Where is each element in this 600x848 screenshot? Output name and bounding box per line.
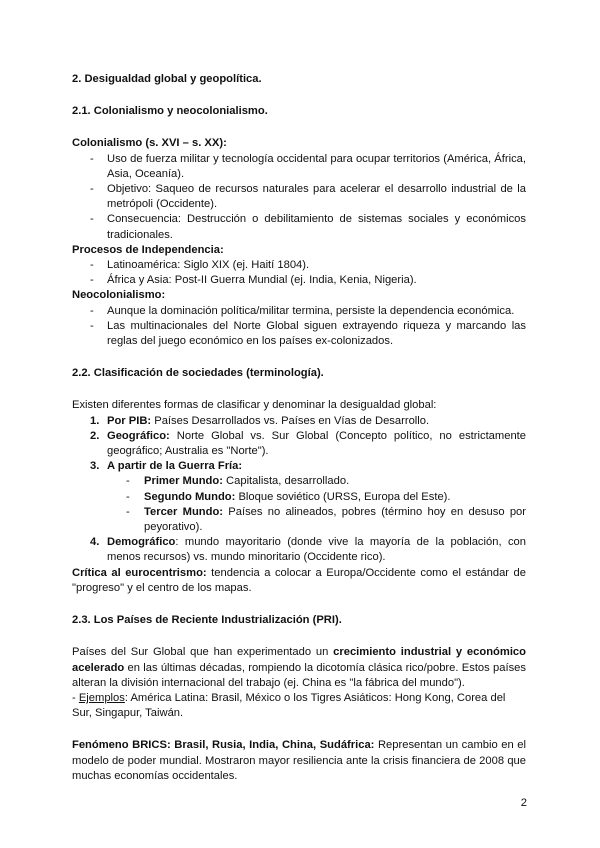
pri-text-b: en las últimas décadas, rompiendo la dicotomía clásica rico/pobre. Estos países alteran la división internacional del trabajo (ej. China es "la fábrica del mundo"). (72, 661, 526, 689)
pri-bold: crecimiento industrial y económico acelerado (72, 646, 526, 674)
clasificacion-intro: Existen diferentes formas de clasificar y denominar la desigualdad global: (72, 399, 437, 412)
item-text: Capitalista, desarrollado. (222, 475, 350, 488)
brics-text: Representan un cambio en el modelo de poder mundial. Mostraron mayor resiliencia ante la crisis financiera de 2008 que muchas economías occidentales. (72, 739, 526, 782)
item-text: Países Desarrollados vs. Países en Vías de Desarrollo. (151, 414, 430, 427)
subsection-title-2-1: 2.1. Colonialismo y neocolonialismo. (72, 105, 268, 118)
brics-paragraph (72, 738, 526, 784)
item-text: Países no alineados, pobres (término hoy en desuso por peyorativo). (144, 505, 526, 534)
guerra-fria-list (107, 474, 526, 535)
item-label: Primer Mundo: (144, 475, 223, 488)
item-number: 2. (90, 429, 100, 442)
item-label: Tercer Mundo: (144, 505, 224, 518)
item-number: 3. (90, 460, 100, 473)
item-text: Bloque soviético (URSS, Europa del Este). (235, 490, 451, 503)
item-text: Norte Global vs. Sur Global (Concepto político, no estrictamente geográfico; Australia es "Norte"). (107, 429, 526, 458)
list-item (90, 459, 526, 535)
list-item: - Aunque la dominación política/militar termina, persiste la dependencia económica. (107, 304, 526, 319)
colonialismo-heading: Colonialismo (s. XVI – s. XX): (72, 137, 227, 150)
list-item (90, 414, 526, 429)
pri-paragraph (72, 645, 526, 691)
list-item: - África y Asia: Post-II Guerra Mundial (ej. India, Kenia, Nigeria). (107, 273, 526, 288)
list-item (144, 474, 526, 489)
ejemplos-paragraph (72, 691, 526, 721)
item-label: Por PIB: (107, 414, 152, 427)
item-label: Segundo Mundo: (144, 490, 236, 503)
critica-text: tendencia a colocar a Europa/Occidente como el estándar de "progreso" y el centro de los mapas. (72, 566, 526, 594)
colonialismo-list (72, 152, 526, 243)
document-page (72, 72, 526, 784)
independencia-list (72, 258, 526, 288)
list-item (144, 505, 526, 535)
independencia-heading: Procesos de Independencia: (72, 243, 224, 256)
list-item: - Latinoamérica: Siglo XIX (ej. Haití 1804). (107, 258, 526, 273)
list-item: - Consecuencia: Destrucción o debilitamiento de sistemas sociales y económicos tradicionales. (107, 212, 526, 242)
ejemplos-prefix: - (72, 691, 79, 704)
item-number: 4. (90, 536, 100, 549)
item-label: Demográfico (107, 536, 176, 549)
clasificacion-list (72, 414, 526, 566)
list-item (90, 535, 526, 565)
list-item: - Las multinacionales del Norte Global siguen extrayendo riqueza y marcando las reglas del juego económico en los países ex-colonizados. (107, 319, 526, 349)
subsection-title-2-2: 2.2. Clasificación de sociedades (terminología). (72, 367, 324, 380)
item-label: Geográfico: (107, 429, 170, 442)
page-number: 2 (520, 797, 527, 809)
list-item: - Objetivo: Saqueo de recursos naturales para acelerar el desarrollo industrial de la metrópoli (Occidente). (107, 182, 526, 212)
ejemplos-text: : América Latina: Brasil, México o los Tigres Asiáticos: Hong Kong, Corea del Sur, Singapur, Taiwán. (72, 691, 506, 720)
subsection-title-2-3: 2.3. Los Países de Reciente Industrialización (PRI). (72, 614, 342, 627)
critica-paragraph (72, 566, 526, 596)
list-item (144, 490, 526, 505)
pri-text-a: Países del Sur Global que han experimentado un (72, 646, 334, 659)
critica-label: Crítica al eurocentrismo: (72, 566, 207, 579)
neocolonialismo-list (72, 304, 526, 350)
neocolonialismo-heading: Neocolonialismo: (72, 289, 166, 302)
item-label: A partir de la Guerra Fría: (107, 460, 243, 473)
brics-label: Fenómeno BRICS: Brasil, Rusia, India, China, Sudáfrica: (72, 739, 375, 752)
list-item (90, 429, 526, 459)
item-number: 1. (90, 414, 100, 427)
list-item: - Uso de fuerza militar y tecnología occidental para ocupar territorios (América, África, Asia, Oceanía). (107, 152, 526, 182)
ejemplos-label: Ejemplos (78, 691, 125, 704)
section-title: 2. Desigualdad global y geopolítica. (72, 73, 262, 85)
item-text: : mundo mayoritario (donde vive la mayoría de la población, con menos recursos) vs. mundo minoritario (Occidente rico). (107, 536, 526, 564)
